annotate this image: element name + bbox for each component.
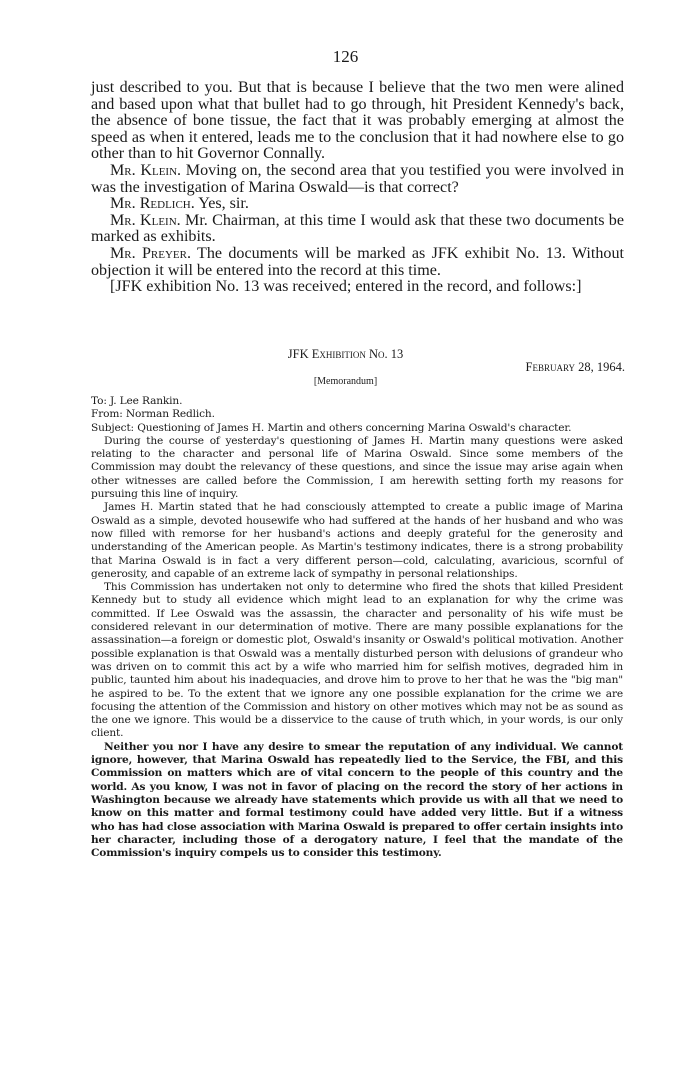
exhibit-title: JFK Exhibition No. 13	[287, 347, 404, 361]
memo-type-label: [Memorandum]	[313, 376, 378, 387]
memo-paragraph: James H. Martin stated that he had consciously attempted to create a public image of Marina Oswald as a simple, devoted housewife who had suffered at the hands of her husband and who was now filled with remorse for her husband's actions and deeply grateful for the generosity and understanding of the American people. As Martin's testimony indicates, there is a strong probability that Marina Oswald is in fact a very different person—cold, calculating, avaricious, scornful of generosity, and capable of an extreme lack of sympathy in personal relationships.	[91, 501, 623, 580]
speaker-name: Mr. Klein.	[110, 211, 181, 229]
page-number: 126	[332, 47, 359, 66]
testimony-exchange	[91, 213, 624, 246]
speaker-name: Mr. Preyer.	[110, 244, 192, 262]
testimony-continuation: just described to you. But that is because I believe that the two men were alined and based upon what that bullet had to go through, hit President Kennedy's back, the absence of bone tissue, the fact that it was probably emerging at almost the speed as when it entered, leads me to the conclusion that it had nowhere else to go other than to hit Governor Connally.	[91, 79, 624, 163]
memo-to: To: J. Lee Rankin.	[91, 395, 183, 407]
testimony-exchange	[91, 246, 624, 279]
memo-paragraph: Neither you nor I have any desire to smear the reputation of any individual. We cannot ignore, however, that Marina Oswald has repeatedly lied to the Service, the FBI, and this Commission on matters which are of vital concern to the people of this country and the world. As you know, I was not in favor of placing on the record the story of her actions in Washington because we already have statements which provide us with all that we need to know on this matter and formal testimony could have added very little. But if a witness who has had close association with Marina Oswald is prepared to offer certain insights into her character, including those of a derogatory nature, I feel that the mandate of the Commission's inquiry compels us to consider this testimony.	[91, 740, 623, 860]
speech-text: Mr. Chairman, at this time I would ask that these two documents be marked as exhibits.	[91, 211, 624, 246]
bracket-note: [JFK exhibition No. 13 was received; entered in the record, and follows:]	[110, 278, 582, 296]
memo-paragraph: This Commission has undertaken not only to determine who fired the shots that killed President Kennedy but to study all evidence which might lead to an explanation for why the crime was committed. If Lee Oswald was the assassin, the character and personality of his wife must be considered relevant in our determination of motive. There are many possible explanations for the assassination—a foreign or domestic plot, Oswald's insanity or Oswald's political motivation. Another possible explanation is that Oswald was a mentally disturbed person with delusions of grandeur who was driven on to commit this act by a wife who married him for selfish motives, degraded him in public, taunted him about his inadequacies, and drove him to prove to her that he was the "big man" he aspired to be. To the extent that we ignore any one possible explanation for the crime we are focusing the attention of the Commission and history on other motives which may not be as sound as the one we ignore. This would be a disservice to the cause of truth which, in your words, is our only client.	[91, 581, 623, 740]
testimony-exchange	[91, 163, 624, 196]
speech-text: Moving on, the second area that you testified you were involved in was the investigation of Marina Oswald—is that correct?	[91, 161, 624, 196]
memo-from: From: Norman Redlich.	[91, 408, 215, 421]
hearing-testimony	[91, 80, 624, 296]
memorandum-body	[91, 395, 623, 860]
memo-paragraph: During the course of yesterday's questioning of James H. Martin many questions were asked relating to the character and personal life of Marina Oswald. Since some members of the Commission may doubt the relevancy of these questions, and since the issue may arise again when other witnesses are called before the Commission, I am herewith setting forth my reasons for pursuing this line of inquiry.	[91, 434, 623, 501]
speech-text: The documents will be marked as JFK exhibit No. 13. Without objection it will be entered into the record at this time.	[91, 244, 624, 279]
testimony-exchange	[91, 196, 624, 213]
memo-subject: Subject: Questioning of James H. Martin and others concerning Marina Oswald's character.	[91, 421, 572, 434]
speaker-name: Mr. Redlich.	[110, 195, 195, 213]
speech-text: Yes, sir.	[194, 195, 249, 213]
exhibit-date: February 28, 1964.	[525, 360, 625, 374]
speaker-name: Mr. Klein.	[110, 161, 182, 179]
